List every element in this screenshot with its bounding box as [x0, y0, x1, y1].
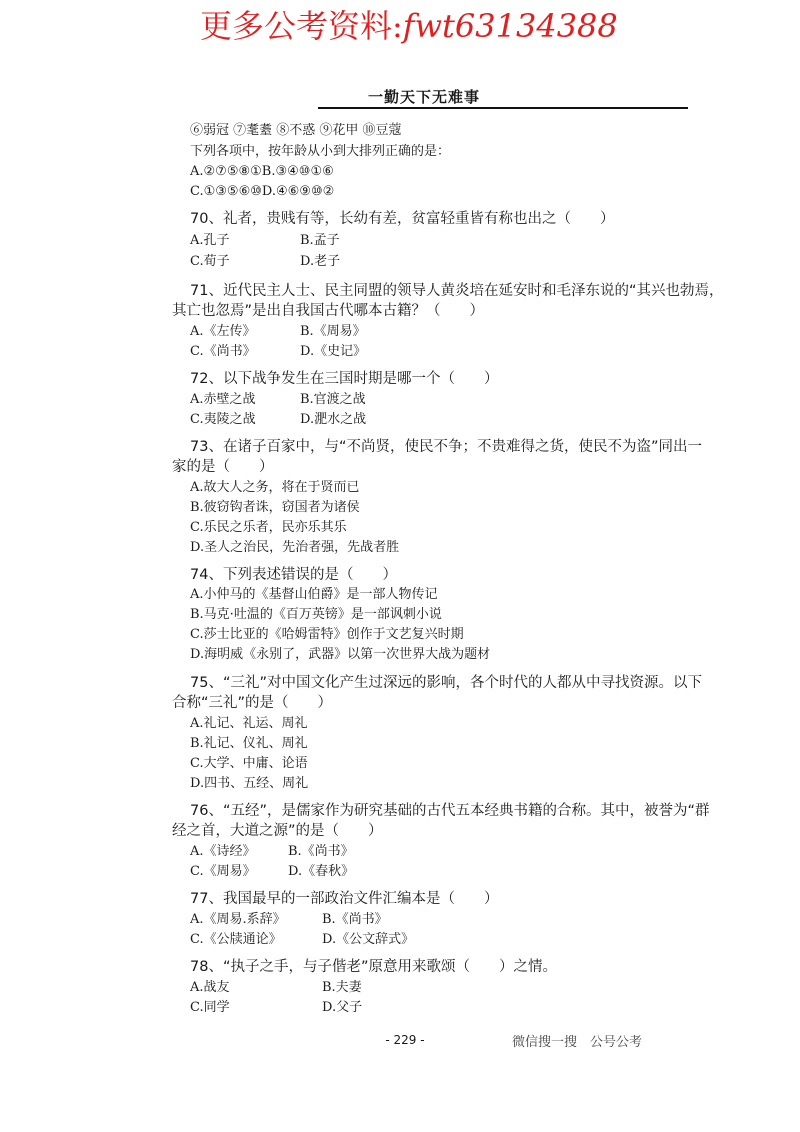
option-a: A.故大人之务，将在于贤而已	[190, 480, 360, 495]
option-c: C.夷陵之战	[190, 412, 256, 427]
option-c: C.《周易》	[190, 864, 256, 879]
question-71-stem: 71、近代民主人士、民主同盟的领导人黄炎培在延安时和毛泽东说的“其兴也勃焉，	[190, 283, 724, 299]
option-a: A.小仲马的《基督山伯爵》是一部人物传记	[190, 587, 438, 602]
option-d: D.父子	[322, 1000, 363, 1015]
footer-note: 微信搜一搜 公号公考	[512, 1035, 643, 1050]
option-d: D.海明威《永别了，武器》以第一次世界大战为题材	[190, 647, 491, 662]
option-d: D.四书、五经、周礼	[190, 776, 309, 791]
option-c: C.《尚书》	[190, 344, 256, 359]
option-a: A.孔子	[190, 233, 230, 248]
option-c: C.大学、中庸、论语	[190, 756, 308, 771]
question-75-stem: 75、“三礼”对中国文化产生过深远的影响，各个时代的人都从中寻找资源。以下	[190, 675, 702, 691]
question-75-stem-cont: 合称“三礼”的是（ ）	[172, 695, 333, 711]
header-rule	[318, 107, 688, 109]
option-a: A.赤壁之战	[190, 392, 256, 407]
option-d: D.老子	[300, 254, 341, 269]
option-d: D.圣人之治民，先治者强，先战者胜	[190, 540, 400, 555]
option-line: C.①③⑤⑥⑩D.④⑥⑨⑩②	[190, 184, 335, 199]
question-77-stem: 77、我国最早的一部政治文件汇编本是（ ）	[190, 891, 499, 907]
option-a: A.战友	[190, 980, 230, 995]
watermark-id: fwt63134388	[402, 7, 618, 45]
option-c: C.荀子	[190, 254, 230, 269]
option-a: A.《左传》	[190, 324, 256, 339]
question-73-stem-cont: 家的是（ ）	[172, 459, 274, 475]
option-d: D.淝水之战	[300, 412, 367, 427]
option-line: A.②⑦⑤⑧①B.③④⑩①⑥	[190, 164, 334, 179]
option-b: B.《周易》	[300, 324, 366, 339]
option-a: A.《诗经》	[190, 844, 256, 859]
option-a: A.《周易.系辞》	[190, 912, 286, 927]
option-c: C.莎士比亚的《哈姆雷特》创作于文艺复兴时期	[190, 627, 464, 642]
option-b: B.官渡之战	[300, 392, 366, 407]
option-c: C.《公牍通论》	[190, 932, 282, 947]
option-d: D.《春秋》	[288, 864, 355, 879]
age-terms-line: ⑥弱冠 ⑦耄耋 ⑧不惑 ⑨花甲 ⑩豆蔻	[190, 123, 402, 138]
running-header-title: 一勤天下无难事	[368, 88, 481, 106]
question-76-stem-cont: 经之首，大道之源”的是（ ）	[172, 823, 383, 839]
watermark-banner	[200, 0, 620, 52]
page-number: - 229 -	[385, 1033, 425, 1047]
option-b: B.《尚书》	[288, 844, 354, 859]
option-b: B.彼窃钩者诛，窃国者为诸侯	[190, 500, 360, 515]
question-71-stem-cont: 其亡也忽焉”是出自我国古代哪本古籍？（ ）	[172, 303, 485, 319]
option-b: B.礼记、仪礼、周礼	[190, 736, 308, 751]
option-b: B.《尚书》	[322, 912, 388, 927]
question-76-stem: 76、“五经”，是儒家作为研究基础的古代五本经典书籍的合称。其中，被誉为“群	[190, 803, 710, 819]
watermark-prefix: 更多公考资料:	[200, 7, 403, 45]
option-d: D.《史记》	[300, 344, 367, 359]
option-a: A.礼记、礼运、周礼	[190, 716, 308, 731]
question-instruction: 下列各项中，按年龄从小到大排列正确的是：	[190, 144, 451, 159]
question-74-stem: 74、下列表述错误的是（ ）	[190, 567, 397, 583]
option-b: B.马克·吐温的《百万英镑》是一部讽刺小说	[190, 607, 442, 622]
question-72-stem: 72、以下战争发生在三国时期是哪一个（ ）	[190, 371, 499, 387]
question-70-stem: 70、礼者，贵贱有等，长幼有差，贫富轻重皆有称也出之（ ）	[190, 211, 615, 227]
question-73-stem: 73、在诸子百家中，与“不尚贤，使民不争；不贵难得之货，使民不为盗”同出一	[190, 439, 702, 455]
option-c: C.同学	[190, 1000, 230, 1015]
option-b: B.孟子	[300, 233, 340, 248]
option-b: B.夫妻	[322, 980, 362, 995]
option-d: D.《公文辞式》	[322, 932, 415, 947]
question-78-stem: 78、“执子之手，与子偕老”原意用来歌颂（ ）之情。	[190, 959, 557, 975]
option-c: C.乐民之乐者，民亦乐其乐	[190, 520, 347, 535]
